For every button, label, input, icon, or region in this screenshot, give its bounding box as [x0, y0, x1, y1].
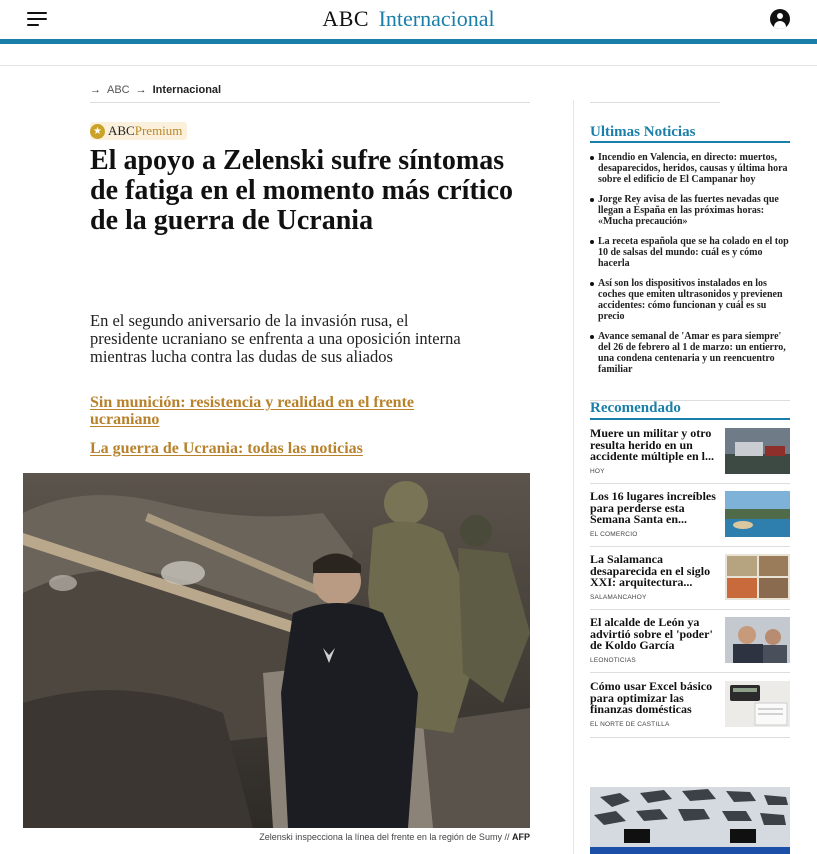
recommended-item-title: Muere un militar y otro resulta herido en un accidente múltiple en l... [590, 426, 714, 463]
latest-news-item[interactable]: Jorge Rey avisa de las fuertes nevadas que llegan a España en las próximas horas: «Mucha precaución» [590, 194, 790, 227]
latest-news-rule [590, 141, 790, 143]
latest-news-item[interactable]: La receta española que se ha colado en el top 10 de salsas del mundo: cuál es y cómo hacerla [590, 236, 790, 269]
column-divider [573, 100, 574, 854]
recommended-item-title: La Salamanca desaparecida en el siglo XXI: arquitectura... [590, 552, 711, 589]
recommended-thumbnail [725, 428, 790, 474]
recommended-thumbnail [725, 617, 790, 663]
recommended-thumbnail [725, 681, 790, 727]
article-standfirst: En el segundo aniversario de la invasión rusa, el presidente ucraniano se enfrenta a una oposición interna mientras lucha contra las dudas de sus aliados [90, 311, 461, 366]
advertisement[interactable] [590, 787, 790, 854]
sidebar-divider [590, 546, 790, 547]
related-link-sin-municion[interactable]: Sin munición: resistencia y realidad en el frente ucraniano [90, 394, 414, 428]
recommended-item[interactable] [590, 554, 790, 614]
site-logo[interactable] [0, 6, 817, 32]
latest-news-title[interactable]: Ultimas Noticias [590, 124, 696, 140]
photo-caption-separator: // [504, 832, 510, 842]
photo-credit: AFP [512, 832, 530, 842]
recommended-item[interactable] [590, 681, 790, 741]
premium-badge-label: Premium [134, 123, 183, 138]
recommended-item-title: El alcalde de León ya advirtió sobre el 'poder' de Koldo García [590, 615, 713, 652]
sidebar-divider [590, 609, 790, 610]
recommended-item-source: EL NORTE DE CASTILLA [590, 721, 670, 728]
premium-badge-brand: ABC [108, 123, 135, 138]
logo-abc: ABC [322, 6, 370, 31]
star-icon: ★ [90, 124, 105, 139]
logo-section: Internacional [378, 6, 495, 31]
recommended-item[interactable] [590, 428, 790, 488]
breadcrumb-divider [90, 102, 530, 103]
recommended-item[interactable] [590, 617, 790, 677]
recommended-item-title: Cómo usar Excel básico para optimizar las finanzas domésticas [590, 679, 713, 716]
recommended-title[interactable]: Recomendado [590, 400, 681, 416]
user-account-icon[interactable] [770, 9, 790, 29]
sidebar-divider [590, 737, 790, 738]
sidebar-top-rule [590, 102, 720, 103]
breadcrumb-item-internacional[interactable]: Internacional [152, 84, 222, 96]
arrow-right-icon: → [135, 84, 147, 96]
article-headline: El apoyo a Zelenski sufre síntomas de fatiga en el momento más crítico de la guerra de Ucrania [90, 145, 513, 236]
sidebar-divider [590, 483, 790, 484]
recommended-thumbnail [725, 491, 790, 537]
photo-caption [23, 832, 530, 842]
recommended-item-title: Los 16 lugares increíbles para perderse esta Semana Santa en... [590, 489, 716, 526]
recommended-item-source: LEONOTICIAS [590, 657, 636, 664]
premium-badge [90, 122, 187, 140]
breadcrumb-item-abc[interactable]: ABC [107, 84, 130, 96]
latest-news-item[interactable]: Incendio en Valencia, en directo: muertos, desaparecidos, heridos, causas y última hora sobre el edificio de El Campanar hoy [590, 152, 790, 185]
arrow-right-icon: → [90, 84, 101, 96]
recommended-item-source: SALAMANCAHOY [590, 594, 647, 601]
related-link-guerra-ucrania[interactable]: La guerra de Ucrania: todas las noticias [90, 440, 363, 457]
recommended-item-source: HOY [590, 468, 605, 475]
header-divider [0, 65, 817, 66]
article-photo [23, 473, 530, 828]
latest-news-item[interactable]: Así son los dispositivos instalados en los coches que emiten ultrasonidos y previenen accidentes: cómo funcionan y cuál es su precio [590, 278, 790, 322]
latest-news-item[interactable]: Avance semanal de 'Amar es para siempre' del 26 de febrero al 1 de marzo: un entierro, una condena centenaria y un reencuentro familiar [590, 331, 790, 375]
latest-news-list [590, 152, 790, 384]
site-header [0, 0, 817, 40]
recommended-rule [590, 418, 790, 420]
recommended-item-source: EL COMERCIO [590, 531, 638, 538]
recommended-thumbnail [725, 554, 790, 600]
header-accent-rule [0, 39, 817, 44]
breadcrumb [90, 84, 221, 96]
photo-caption-text: Zelenski inspecciona la línea del frente en la región de Sumy [259, 832, 502, 842]
recommended-item[interactable] [590, 491, 790, 551]
sidebar-divider [590, 672, 790, 673]
